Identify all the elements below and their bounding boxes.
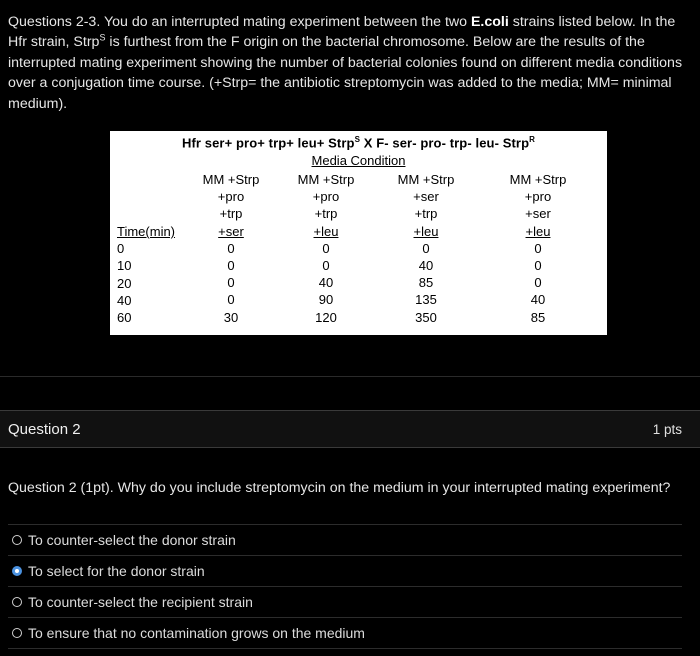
answer-label: To select for the donor strain [28, 563, 205, 579]
radio-selected-icon[interactable] [12, 566, 22, 576]
data-table-figure [110, 131, 607, 335]
intro-part3: is furthest from the F origin on the bacterial chromosome. Below are the results of the interrupted mating experiment showing the number of bacterial colonies found on different media conditions over a conjugation time course. (+Strp= the antibiotic streptomycin was added to the media; MM= minimal medium). [8, 34, 683, 112]
column-header-line [505, 223, 571, 240]
radio-unselected-icon[interactable] [12, 628, 22, 638]
time-value: 20 [117, 275, 132, 291]
figure-title [110, 135, 607, 150]
question-text: Question 2 (1pt). Why do you include streptomycin on the medium in your interrupted mating experiment? [8, 480, 671, 496]
table-cell: 0 [227, 258, 235, 274]
table-cell: 40 [530, 292, 546, 308]
answer-list [8, 524, 682, 649]
table-cell: 0 [322, 258, 330, 274]
radio-unselected-icon[interactable] [12, 535, 22, 545]
column-header-line: MM +Strp [202, 172, 260, 187]
table-cell: 0 [534, 258, 542, 274]
time-value: 60 [117, 310, 132, 326]
answer-label: To counter-select the recipient strain [28, 594, 253, 610]
question-title: Question 2 [8, 421, 81, 438]
section-divider [0, 376, 700, 377]
answer-option[interactable] [8, 555, 682, 586]
column-header-last: +leu [313, 223, 339, 239]
table-cell: 0 [422, 240, 430, 256]
time-value: 40 [117, 292, 132, 308]
column-header-last: +leu [413, 223, 439, 239]
title-main: Hfr ser+ pro+ trp+ leu+ Strp [181, 135, 355, 151]
media-column-4 [505, 171, 571, 326]
table-cell: 0 [534, 240, 542, 256]
column-header-line [293, 223, 359, 240]
table-cell: 85 [530, 309, 546, 325]
intro-part1: Questions 2-3. You do an interrupted mating experiment between the two [8, 14, 471, 30]
table-cell: 90 [318, 292, 334, 308]
table-cell: 30 [223, 309, 239, 325]
column-header-line [198, 223, 264, 240]
answer-option[interactable] [8, 586, 682, 617]
table-cell: 0 [322, 240, 330, 256]
title-sup-donor: S [354, 135, 360, 144]
media-column-3 [393, 171, 459, 326]
column-header-line: +ser [413, 189, 439, 205]
answer-label: To ensure that no contamination grows on the medium [28, 625, 365, 641]
question-points: 1 pts [652, 422, 682, 437]
title-mid: X F- ser- pro- trp- leu- Strp [360, 135, 530, 151]
time-value: 10 [117, 258, 132, 274]
intro-superscript: S [99, 32, 106, 43]
question-header [0, 410, 700, 448]
media-column-2 [293, 171, 359, 326]
column-header-line [393, 223, 459, 240]
table-cell: 0 [227, 240, 235, 256]
table-cell: 120 [315, 309, 337, 325]
table-cell: 350 [415, 309, 437, 325]
answer-option[interactable] [8, 524, 682, 555]
time-column [117, 223, 175, 326]
table-cell: 0 [534, 275, 542, 291]
table-cell: 85 [418, 275, 434, 291]
column-header-last: +ser [218, 223, 244, 239]
column-header-line: +pro [312, 189, 340, 205]
column-header-line: +pro [217, 189, 245, 205]
intro-text [8, 12, 694, 114]
column-header-line: +trp [314, 206, 338, 222]
column-header-line: MM +Strp [509, 172, 567, 187]
table-cell: 135 [415, 292, 437, 308]
table-cell: 40 [318, 275, 334, 291]
intro-part2: strains listed below. In the Hfr strain, Strp [8, 14, 676, 51]
answer-label: To counter-select the donor strain [28, 532, 236, 548]
column-header-line: +trp [414, 206, 438, 222]
title-sup-recipient: R [529, 135, 536, 144]
column-header-line: +trp [219, 206, 243, 222]
table-cell: 40 [418, 258, 434, 274]
radio-unselected-icon[interactable] [12, 597, 22, 607]
table-cell: 0 [227, 292, 235, 308]
column-header-line: MM +Strp [397, 172, 455, 187]
column-header-line: MM +Strp [297, 172, 355, 187]
column-header-last: +leu [525, 223, 551, 239]
media-column-1 [198, 171, 264, 326]
column-header-line: +ser [525, 206, 551, 222]
media-condition-label: Media Condition [311, 153, 406, 168]
strain-name: E.coli [470, 14, 509, 30]
column-header-line: +pro [524, 189, 552, 205]
table-cell: 0 [227, 275, 235, 291]
answer-option[interactable] [8, 617, 682, 649]
time-value: 0 [117, 241, 125, 257]
time-header: Time(min) [117, 224, 176, 239]
